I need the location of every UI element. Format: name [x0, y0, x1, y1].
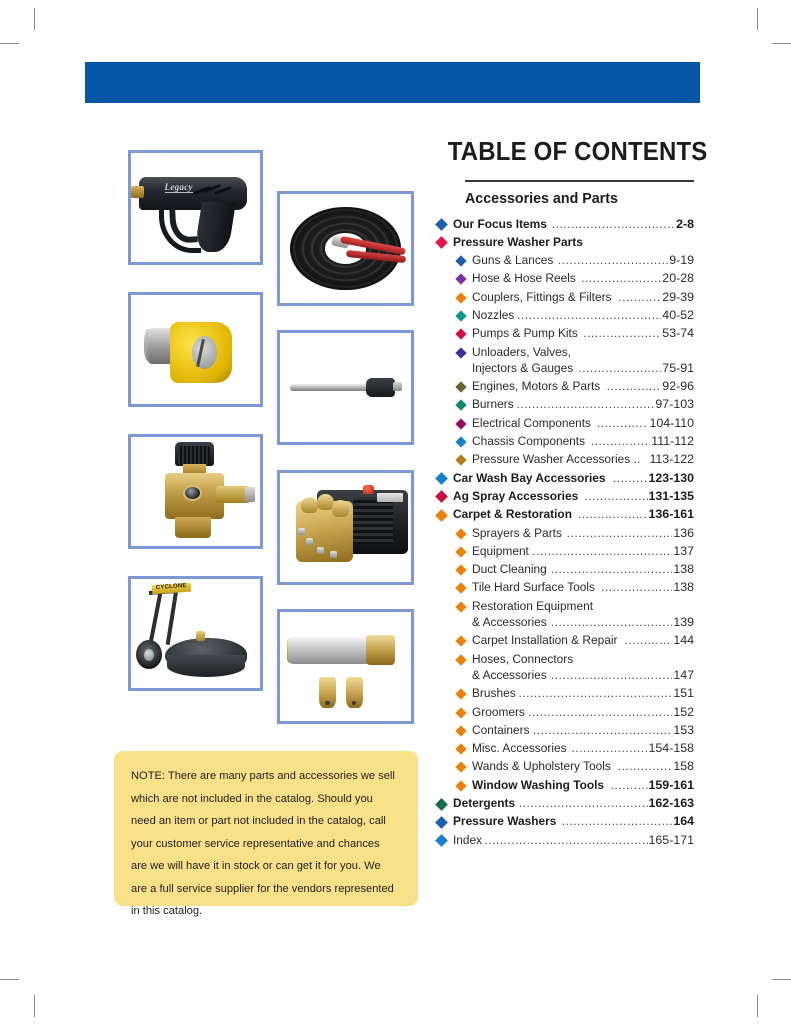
toc-entry-pages: 151: [673, 686, 694, 701]
title-divider: [465, 180, 694, 182]
diamond-bullet-icon: [455, 528, 466, 539]
toc-entry-label: Carpet & Restoration: [453, 507, 572, 522]
crop-mark-top-right-horizontal: [772, 43, 791, 44]
toc-leader-dots: [533, 723, 672, 738]
note-box: [114, 751, 418, 917]
toc-entry-label: Unloaders, Valves,: [472, 344, 571, 359]
toc-entry[interactable]: [432, 253, 694, 268]
photo-lance-wand: [277, 330, 414, 445]
toc-entry[interactable]: [432, 217, 694, 232]
toc-entry-pages: 158: [673, 759, 694, 774]
toc-leader-dots: [516, 397, 654, 412]
toc-entry[interactable]: [432, 833, 694, 848]
toc-leader-dots: [528, 705, 672, 720]
diamond-bullet-icon: [455, 546, 466, 557]
brass-nozzle-shape: [319, 677, 336, 708]
toc-leader-dots: [551, 668, 672, 683]
toc-entry-label: Couplers, Fittings & Filters: [472, 289, 612, 304]
toc-entry-label: Hose & Hose Reels: [472, 271, 576, 286]
toc-entry-label: Pressure Washers: [453, 814, 557, 829]
toc-entry-pages: 138: [673, 562, 694, 577]
lance-head-shape: [366, 378, 395, 397]
toc-entry-label: Pumps & Pump Kits: [472, 326, 578, 341]
valve-outlet-tip-shape: [245, 487, 255, 502]
pump-cooling-fins-shape: [353, 497, 392, 545]
diamond-bullet-icon: [455, 636, 466, 647]
toc-entry[interactable]: [432, 326, 694, 341]
diamond-bullet-icon: [455, 654, 466, 665]
toc-entry-pages: 136-161: [648, 507, 694, 522]
toc-entry[interactable]: [432, 778, 694, 793]
pump-valve-cap-shape: [317, 494, 334, 510]
toc-entry-label: Chassis Components: [472, 434, 586, 449]
toc-leader-dots: [611, 778, 648, 793]
diamond-bullet-icon: [455, 583, 466, 594]
toc-entry[interactable]: [432, 562, 694, 577]
toc-entry-label: & Accessories: [472, 667, 547, 682]
toc-entry[interactable]: [432, 741, 694, 756]
crop-mark-bottom-left-vertical: [34, 995, 35, 1017]
diamond-bullet-icon: [455, 292, 466, 303]
toc-entry-label: Containers: [472, 722, 530, 737]
toc-entry[interactable]: [432, 416, 694, 431]
diamond-bullet-icon: [435, 834, 448, 847]
toc-entry-label: Equipment: [472, 543, 529, 558]
toc-entry[interactable]: [432, 599, 694, 614]
toc-entry[interactable]: [432, 397, 694, 412]
toc-entry-pages: 9-19: [669, 253, 694, 268]
cleaner-swivel-shape: [196, 631, 205, 641]
diamond-bullet-icon: [455, 274, 466, 285]
diamond-bullet-icon: [455, 780, 466, 791]
toc-entry-pages: 139: [673, 615, 694, 630]
toc-entry[interactable]: [432, 796, 694, 811]
lance-tube-shape: [290, 384, 371, 391]
toc-entry-pages: 2-8: [676, 216, 694, 231]
toc-entry-label: & Accessories: [472, 615, 547, 630]
filter-brass-cap-shape: [366, 635, 395, 666]
toc-entry[interactable]: [432, 544, 694, 559]
toc-entry-pages: 111-112: [651, 434, 694, 449]
toc-entry-pages: 92-96: [662, 379, 694, 394]
toc-entry[interactable]: [432, 345, 694, 360]
toc-entry-label: Detergents: [453, 796, 516, 810]
pump-oil-cap-shape: [363, 485, 375, 494]
pump-bolt-shape: [306, 538, 313, 545]
diamond-bullet-icon: [455, 601, 466, 612]
toc-leader-dots: [581, 271, 661, 286]
page-title: TABLE OF CONTENTS: [447, 138, 708, 166]
diamond-bullet-icon: [435, 509, 448, 522]
toc-entry-label: Index: [453, 832, 483, 847]
toc-entry-pages: 154-158: [648, 741, 694, 756]
brass-nozzle-shape: [346, 677, 363, 708]
toc-entry[interactable]: [432, 452, 694, 467]
toc-leader-dots: [618, 759, 673, 774]
photo-unloader-valve: [128, 434, 263, 549]
diamond-bullet-icon: [455, 436, 466, 447]
toc-entry-label: Hoses, Connectors: [472, 651, 574, 666]
toc-entry-label: Burners: [472, 397, 514, 412]
diamond-bullet-icon: [435, 816, 448, 829]
pump-nameplate-shape: [377, 493, 403, 503]
cleaner-wheel-hub-shape: [144, 649, 154, 661]
toc-entry-label: Groomers: [472, 704, 525, 719]
toc-entry-pages: 104-110: [649, 415, 694, 430]
toc-leader-dots: [551, 562, 672, 577]
toc-entry-label: Wands & Upholstery Tools: [472, 759, 611, 774]
diamond-bullet-icon: [455, 382, 466, 393]
toc-entry-pages: 40-52: [662, 307, 694, 322]
note-text: NOTE: There are many parts and accessories we sell which are not included in the catalog. Should you need an item or part not included in the catalog, call your customer service representative and chances are we will have it in stock or can get it for you. We are a full service supplier for the vendors represented in this catalog.: [131, 770, 395, 917]
toc-entry-label: Window Washing Tools: [472, 777, 605, 792]
toc-entry[interactable]: [432, 759, 694, 774]
toc-entry-pages: 136: [673, 525, 694, 540]
toc-entry-pages: 164: [673, 814, 694, 829]
toc-entry-label: Guns & Lances: [472, 253, 554, 268]
toc-leader-dots: [584, 489, 647, 504]
cleaner-brand-label: CYCLONE: [155, 583, 187, 592]
diamond-bullet-icon: [455, 689, 466, 700]
photo-filter-and-nozzles: [277, 609, 414, 724]
toc-leader-dots: [558, 253, 668, 268]
diamond-bullet-icon: [455, 418, 466, 429]
toc-entry[interactable]: [432, 723, 694, 738]
toc-leader-dots: [484, 833, 647, 848]
diamond-bullet-icon: [435, 491, 448, 504]
pump-valve-cap-shape: [332, 500, 349, 516]
toc-entry[interactable]: [432, 705, 694, 720]
toc-entry[interactable]: [432, 471, 694, 486]
crop-mark-top-left-horizontal: [0, 43, 19, 44]
crop-mark-bottom-right-vertical: [757, 995, 758, 1017]
toc-entry-pages: 162-163: [648, 796, 694, 810]
diamond-bullet-icon: [455, 762, 466, 773]
diamond-bullet-icon: [455, 310, 466, 321]
toc-leader-dots: [625, 633, 673, 648]
toc-entry-label: Car Wash Bay Accessories: [453, 470, 606, 485]
toc-entry[interactable]: [432, 434, 694, 449]
pump-bolt-shape: [330, 551, 337, 558]
toc-entry[interactable]: [432, 814, 694, 829]
toc-entry-label: Brushes: [472, 686, 516, 701]
toc-entry-pages: 53-74: [662, 326, 694, 341]
cleaner-skirt-shape: [167, 655, 244, 677]
toc-entry-pages: 138: [673, 580, 694, 595]
toc-entry-pages: 131-135: [648, 488, 694, 503]
gun-inlet-shape: [131, 186, 144, 198]
toc-entry-pages: 137: [673, 543, 694, 558]
toc-entry[interactable]: [432, 489, 694, 504]
photo-yellow-nozzle: [128, 292, 263, 407]
toc-leader-dots: [518, 686, 672, 701]
diamond-bullet-icon: [435, 218, 448, 231]
toc-leader-dots: [571, 741, 647, 756]
diamond-bullet-icon: [455, 347, 466, 358]
toc-entry-pages: 75-91: [662, 360, 694, 375]
toc-entry-label: Injectors & Gauges: [472, 360, 574, 375]
diamond-bullet-icon: [435, 798, 448, 811]
toc-entry-label: Restoration Equipment: [472, 598, 594, 613]
toc-leader-dots: [562, 814, 673, 829]
toc-entry-pages: 20-28: [662, 271, 694, 286]
toc-leader-dots: [618, 290, 661, 305]
toc-entry[interactable]: [432, 652, 694, 667]
diamond-bullet-icon: [455, 255, 466, 266]
valve-knob-shape: [175, 442, 214, 466]
pump-bolt-shape: [298, 528, 305, 535]
toc-leader-dots: [567, 526, 673, 541]
toc-leader-dots: [578, 507, 648, 522]
diamond-bullet-icon: [455, 707, 466, 718]
toc-leader-dots: [613, 471, 648, 486]
toc-leader-dots: [601, 580, 672, 595]
toc-leader-dots: [578, 361, 661, 376]
toc-entry-label: Carpet Installation & Repair: [472, 633, 618, 648]
toc-leader-dots: [607, 379, 662, 394]
toc-entry-pages: 29-39: [662, 289, 694, 304]
toc-entry[interactable]: [432, 379, 694, 394]
toc-entry-pages: 113-122: [649, 452, 694, 467]
toc-entry[interactable]: [432, 526, 694, 541]
toc-entry-label: Ag Spray Accessories: [453, 488, 579, 503]
header-band: [85, 62, 700, 103]
lance-tip-shape: [393, 382, 402, 391]
diamond-bullet-icon: [455, 400, 466, 411]
toc-entry[interactable]: [432, 271, 694, 286]
toc-entry[interactable]: [432, 686, 694, 701]
toc-entry[interactable]: [432, 308, 694, 323]
toc-entry-label: Electrical Components: [472, 415, 592, 430]
toc-entry-pages: 152: [673, 704, 694, 719]
crop-mark-top-right-vertical: [757, 8, 758, 30]
toc-entry-label: Sprayers & Parts: [472, 525, 562, 540]
diamond-bullet-icon: [455, 329, 466, 340]
toc-list: [432, 217, 694, 848]
toc-entry[interactable]: [432, 668, 694, 683]
toc-entry-label: Nozzles: [472, 307, 515, 322]
toc-entry-pages: 165-171: [648, 832, 694, 847]
photo-surface-cleaner: [128, 576, 263, 691]
toc-entry-pages: 123-130: [648, 470, 694, 485]
table-of-contents: [432, 138, 708, 851]
cleaner-handle-shape: [165, 590, 177, 644]
toc-entry-label: Pressure Washer Accessories ..: [472, 452, 641, 467]
toc-entry[interactable]: [432, 235, 694, 250]
toc-entry[interactable]: [432, 580, 694, 595]
toc-entry-pages: 144: [673, 633, 694, 648]
toc-entry-label: Tile Hard Surface Tools: [472, 580, 595, 595]
diamond-bullet-icon: [455, 725, 466, 736]
photo-pressure-pump: [277, 470, 414, 585]
toc-leader-dots: [519, 796, 648, 811]
toc-entry[interactable]: [432, 507, 694, 522]
pump-valve-cap-shape: [301, 497, 318, 513]
toc-entry-label: Our Focus Items: [453, 216, 547, 231]
crop-mark-bottom-right-horizontal: [772, 979, 791, 980]
toc-entry[interactable]: [432, 615, 694, 630]
toc-entry[interactable]: [432, 361, 694, 376]
toc-leader-dots: [551, 615, 672, 630]
toc-leader-dots: [583, 326, 661, 341]
toc-entry-label: Duct Cleaning: [472, 562, 547, 577]
diamond-bullet-icon: [455, 743, 466, 754]
toc-entry-pages: 97-103: [655, 397, 694, 412]
toc-entry[interactable]: [432, 633, 694, 648]
toc-entry-pages: 153: [673, 722, 694, 737]
toc-leader-dots: [597, 416, 648, 431]
toc-entry[interactable]: [432, 290, 694, 305]
toc-entry-label: Misc. Accessories: [472, 741, 567, 756]
photo-pressure-hose: [277, 191, 414, 306]
valve-base-shape: [175, 517, 211, 539]
toc-leader-dots: [552, 217, 675, 232]
diamond-bullet-icon: [455, 564, 466, 575]
toc-leader-dots: [591, 434, 651, 449]
gun-brand-logo: Legacy: [164, 182, 193, 193]
toc-entry-label: Engines, Motors & Parts: [472, 379, 601, 394]
toc-entry-pages: 159-161: [648, 777, 694, 792]
crop-mark-bottom-left-horizontal: [0, 979, 19, 980]
pump-bolt-shape: [317, 547, 324, 554]
diamond-bullet-icon: [435, 472, 448, 485]
page-subtitle: Accessories and Parts: [465, 189, 618, 207]
toc-entry-pages: 147: [673, 667, 694, 682]
toc-entry-label: Pressure Washer Parts: [453, 234, 583, 249]
toc-leader-dots: [532, 544, 672, 559]
toc-leader-dots: [517, 308, 661, 323]
diamond-bullet-icon: [455, 455, 466, 466]
diamond-bullet-icon: [435, 236, 448, 249]
crop-mark-top-left-vertical: [34, 8, 35, 30]
photo-spray-gun: [128, 150, 263, 265]
